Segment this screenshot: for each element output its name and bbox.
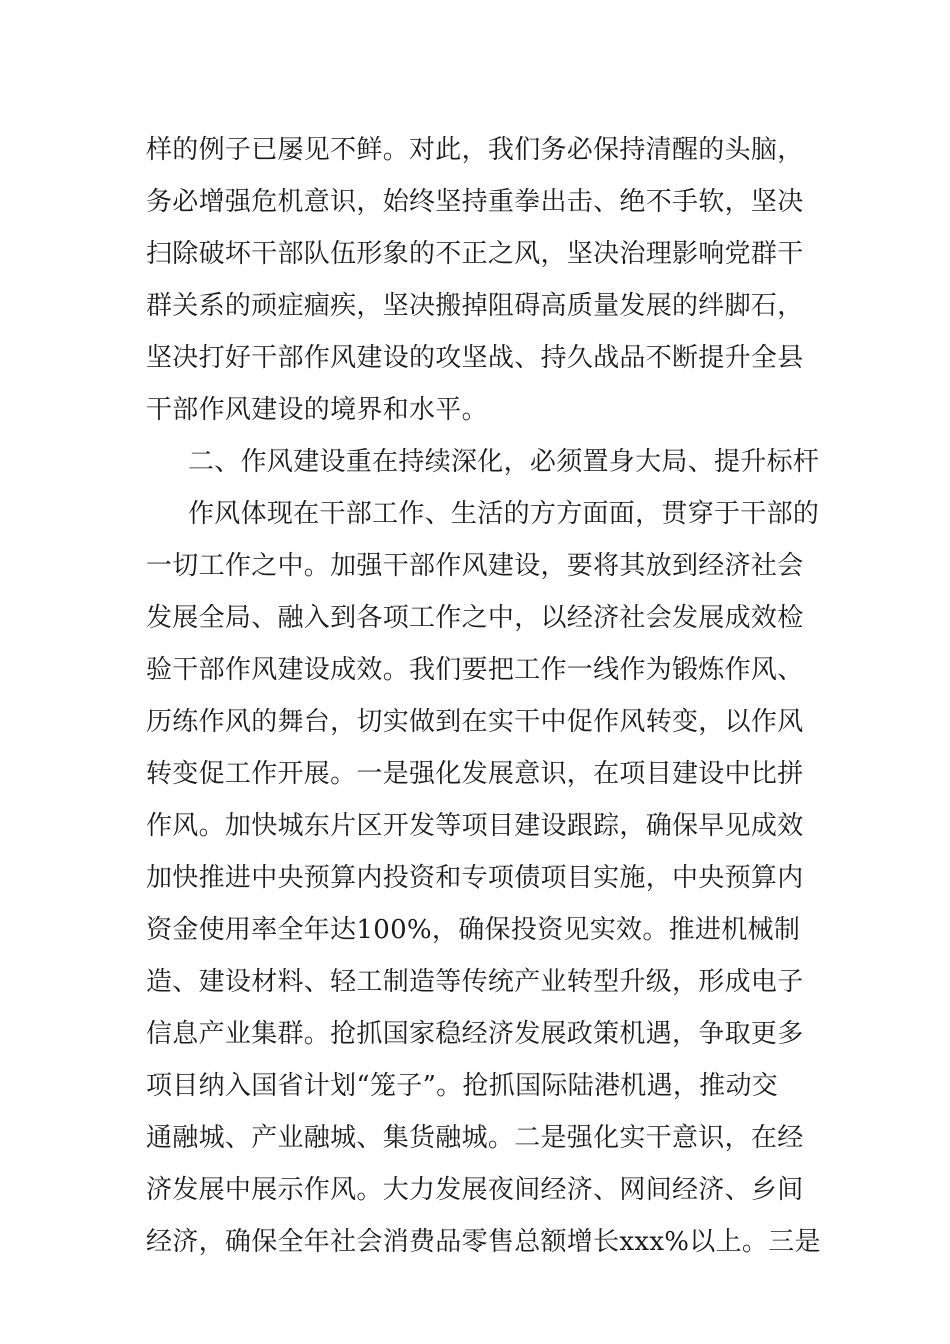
paragraph-line-5: 坚决打好干部作风建设的攻坚战、持久战品不断提升全县: [146, 343, 804, 373]
paragraph-line-10: 发展全局、融入到各项工作之中，以经济社会发展成效检: [146, 603, 804, 633]
paragraph-line-17: 造、建设材料、轻工制造等传统产业转型升级，形成电子: [146, 967, 804, 997]
section-heading: 二、作风建设重在持续深化，必须置身大局、提升标杆: [188, 447, 820, 477]
paragraph-line-15: 加快推进中央预算内投资和专项债项目实施，中央预算内: [146, 863, 804, 893]
paragraph-line-9: 一切工作之中。加强干部作风建设，要将其放到经济社会: [146, 551, 804, 581]
paragraph-line-6: 干部作风建设的境界和水平。: [146, 395, 488, 425]
paragraph-line-21: 济发展中展示作风。大力发展夜间经济、网间经济、乡间: [146, 1175, 804, 1205]
paragraph-line-19: 项目纳入国省计划“笼子”。抢抓国际陆港机遇，推动交: [146, 1071, 779, 1101]
paragraph-line-3: 扫除破坏干部队伍形象的不正之风，坚决治理影响党群干: [146, 239, 804, 269]
paragraph-line-12: 历练作风的舞台，切实做到在实干中促作风转变，以作风: [146, 707, 804, 737]
paragraph-line-22: 经济，确保全年社会消费品零售总额增长xxx%以上。三是: [146, 1227, 821, 1257]
paragraph-line-8: 作风体现在干部工作、生活的方方面面，贯穿于干部的: [188, 499, 820, 529]
paragraph-line-13: 转变促工作开展。一是强化发展意识，在项目建设中比拼: [146, 759, 804, 789]
paragraph-line-14: 作风。加快城东片区开发等项目建设跟踪，确保早见成效: [146, 811, 804, 841]
paragraph-line-4: 群关系的顽症痼疾，坚决搬掉阻碍高质量发展的绊脚石，: [146, 291, 804, 321]
paragraph-line-20: 通融城、产业融城、集货融城。二是强化实干意识，在经: [146, 1123, 804, 1153]
paragraph-line-18: 信息产业集群。抢抓国家稳经济发展政策机遇，争取更多: [146, 1019, 804, 1049]
paragraph-line-2: 务必增强危机意识，始终坚持重拳出击、绝不手软，坚决: [146, 187, 804, 217]
paragraph-line-11: 验干部作风建设成效。我们要把工作一线作为锻炼作风、: [146, 655, 804, 685]
paragraph-line-16: 资金使用率全年达100%，确保投资见实效。推进机械制: [146, 915, 801, 945]
paragraph-line-1: 样的例子已屡见不鲜。对此，我们务必保持清醒的头脑，: [146, 135, 804, 165]
